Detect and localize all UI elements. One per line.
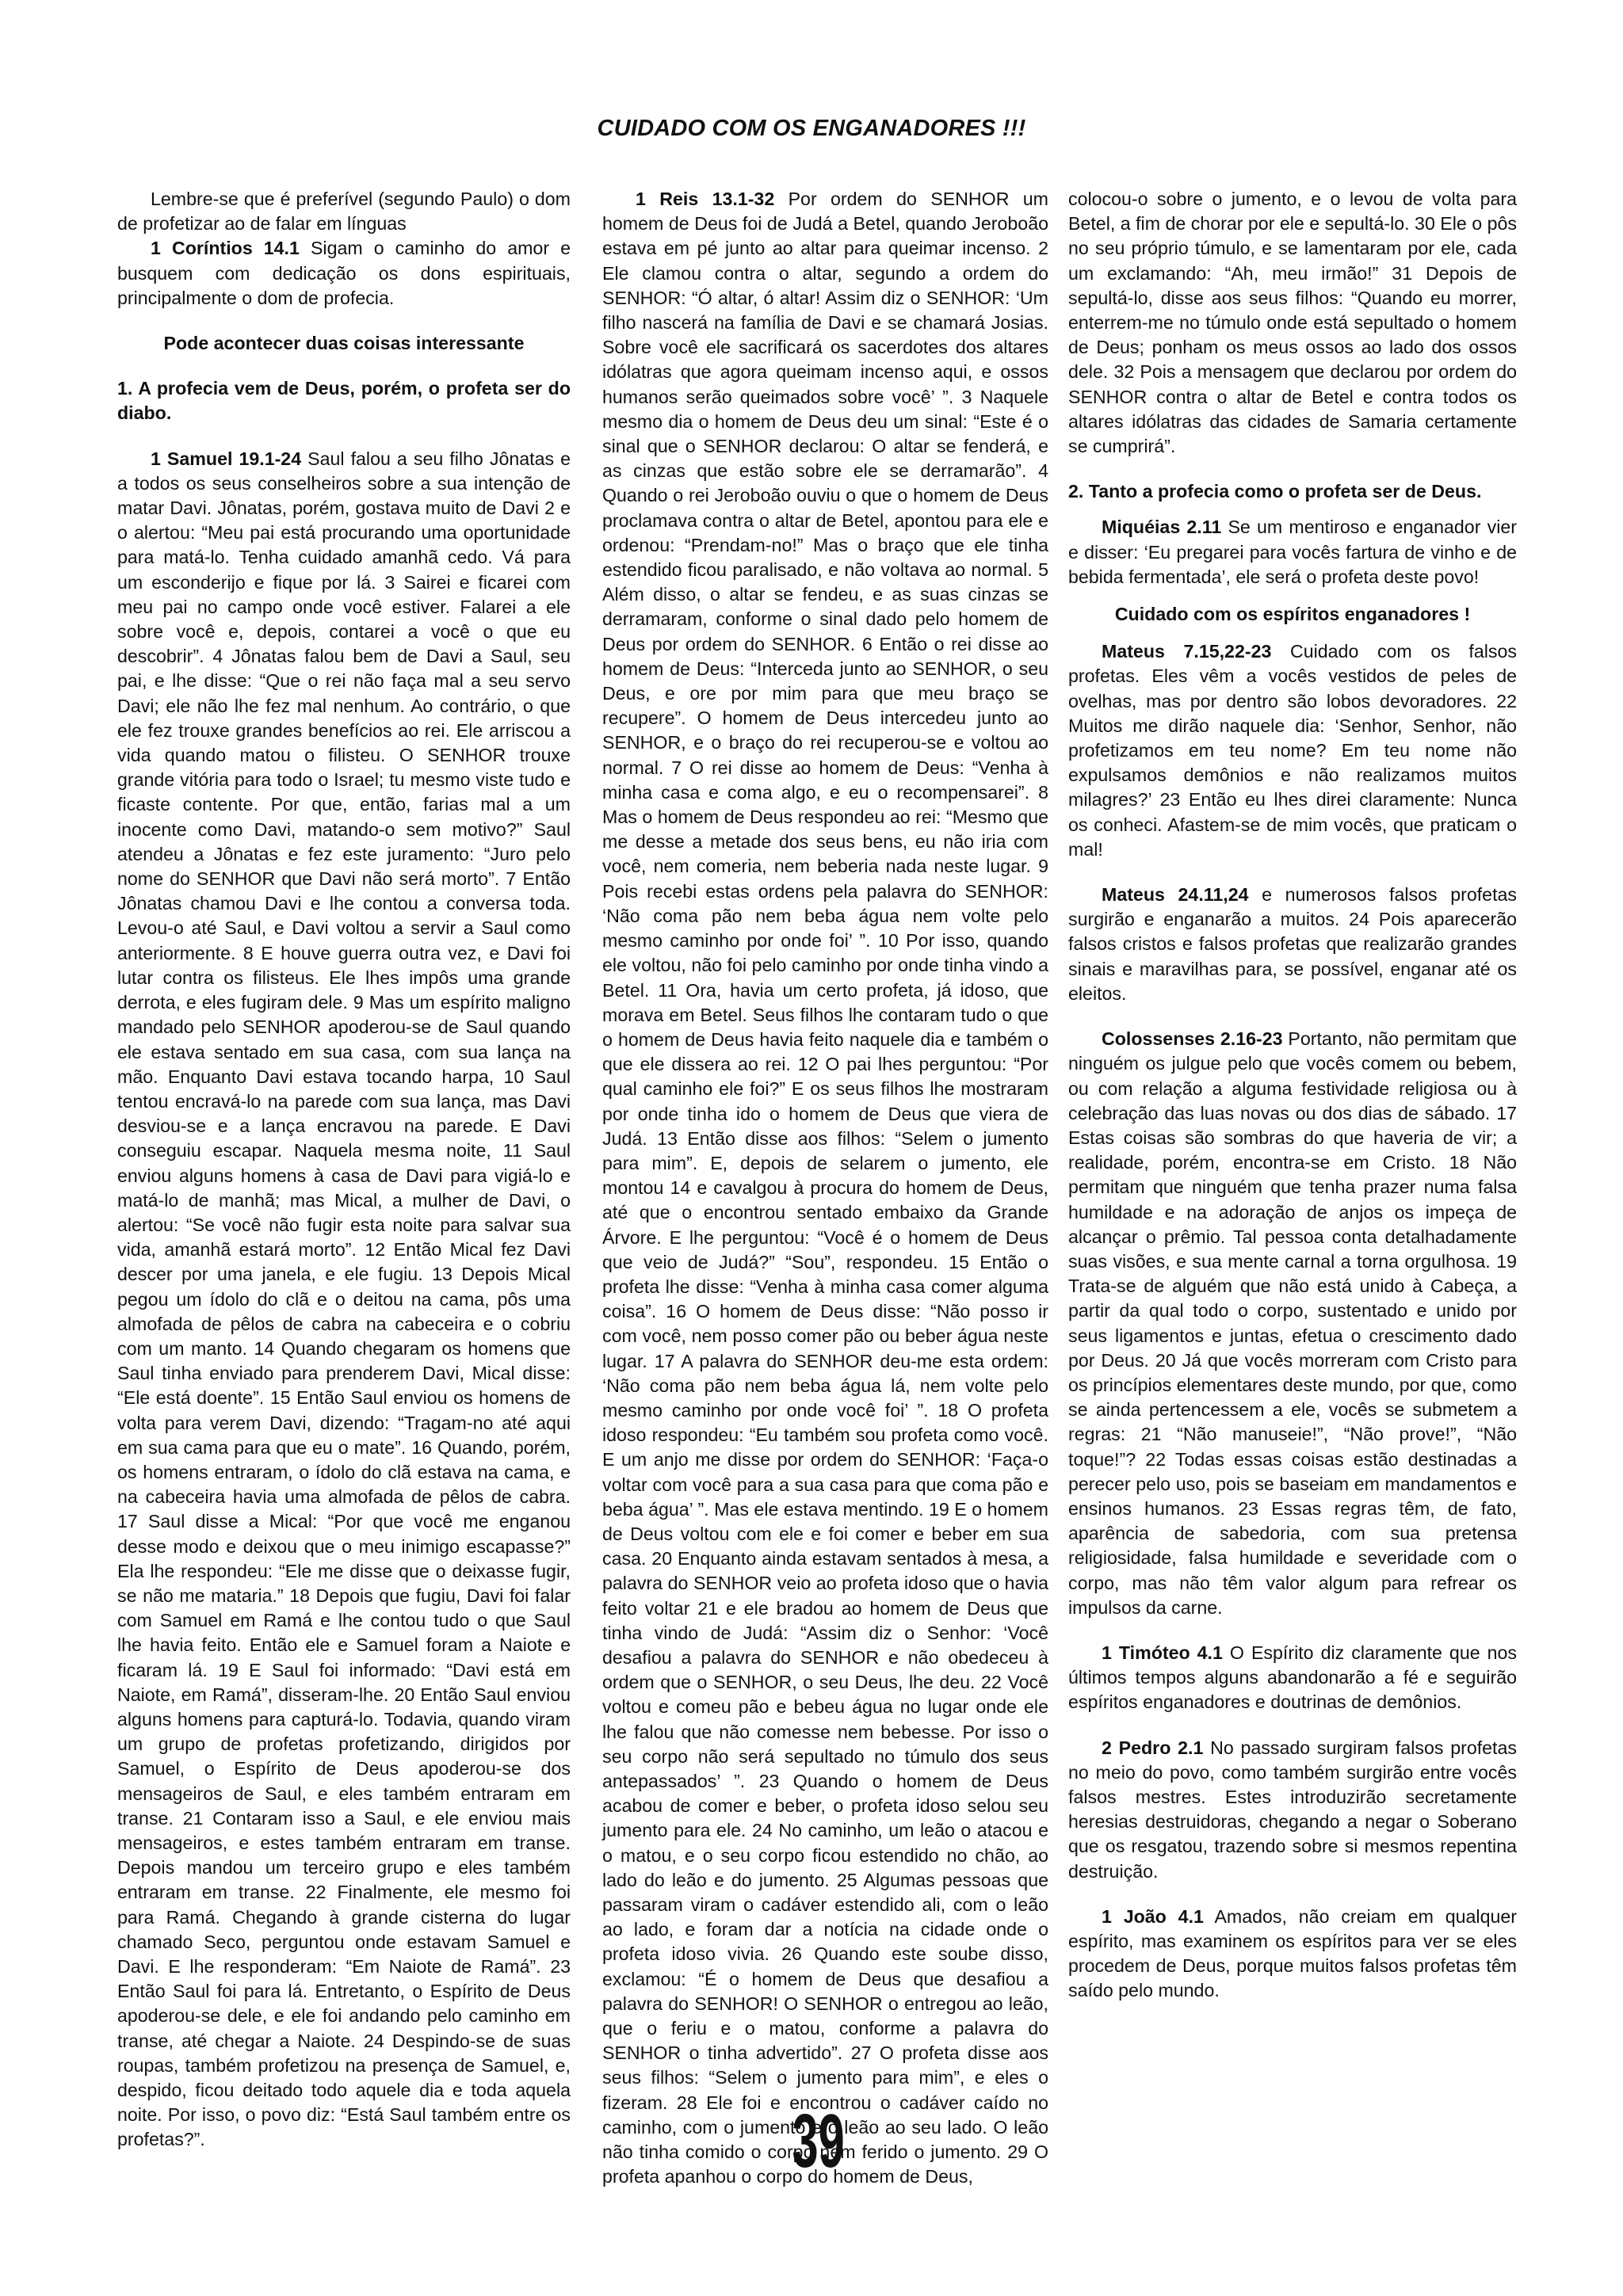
corinthians-paragraph xyxy=(117,236,571,311)
verse-reference: 1 Timóteo 4.1 xyxy=(1102,1642,1223,1663)
verse-text: O Espírito diz claramente que nos últimos tempos alguns abandonarão a fé e seguirão espíritos enganadores e doutrinas de demônios. xyxy=(1068,1642,1518,1713)
section-heading: Pode acontecer duas coisas interessante xyxy=(163,333,525,354)
verse-text: Portanto, não permitam que ninguém os julgue pelo que vocês comem ou bebem, ou com relação a alguma festividade religiosa ou à celebração das luas novas ou dos dias de sábado. 17 Estas coisas são sombras do que haveria de vir; a realidade, porém, encontra-se em Cristo. 18 Não permitam que ninguém que tenha prazer numa falsa humildade e na adoração de anjos os impeça de alcançar o prêmio. Tal pessoa conta detalhadamente suas visões, e sua mente carnal a torna orgulhosa. 19 Trata-se de alguém que não está unido à Cabeça, a partir da qual todo o corpo, sustentado e unido por seus ligamentos e juntas, efetua o crescimento dado por Deus. 20 Já que vocês morreram com Cristo para os princípios elementares deste mundo, por que, como se ainda pertencessem a ele, vocês se submetem a regras: 21 “Não manuseie!”, “Não prove!”, “Não toque!”? 22 Todas essas coisas estão destinadas a perecer pelo uso, pois se baseiam em mandamentos e ensinos humanos. 23 Essas regras têm, de fato, aparência de sabedoria, com sua pretensa religiosidade, falsa humildade e severidade com o corpo, mas não têm valor algum para refrear os impulsos da carne. xyxy=(1068,1028,1518,1618)
reis-paragraph xyxy=(602,187,1048,2189)
subsection-heading-1: 1. A profecia vem de Deus, porém, o profeta ser do diabo. xyxy=(117,378,571,424)
column-middle xyxy=(602,187,1048,2210)
mateus-24-paragraph xyxy=(1068,883,1517,1006)
verse-reference: 1 Samuel 19.1-24 xyxy=(151,448,302,469)
page-number: 39 xyxy=(792,2099,845,2183)
intro-text: Lembre-se que é preferível (segundo Paulo) o dom de profetizar ao de falar em línguas xyxy=(117,189,571,235)
verse-text: Cuidado com os falsos profetas. Eles vêm a vocês vestidos de peles de ovelhas, mas por dentro são lobos devoradores. 22 Muitos me dirão naquele dia: ‘Senhor, Senhor, não profetizamos em teu nome? Em teu nome não expulsamos demônios e não realizamos muitos milagres?’ 23 Então eu lhes direi claramente: Nunca os conheci. Afastem-se de mim vocês, que praticam o mal! xyxy=(1068,641,1517,860)
verse-reference: 1 Coríntios 14.1 xyxy=(151,238,300,259)
column-left xyxy=(117,187,571,2173)
verse-reference: 1 João 4.1 xyxy=(1102,1905,1204,1927)
pedro-paragraph xyxy=(1068,1736,1517,1884)
verse-reference: Mateus 7.15,22-23 xyxy=(1102,641,1272,662)
verse-text: Saul falou a seu filho Jônatas e a todos os seus conselheiros sobre a sua intenção de matar Davi. Jônatas, porém, gostava muito de Davi 2 e o alertou: “Meu pai está procurando uma oportunidade para matá-lo. Tenha cuidado amanhã cedo. Vá para um esconderijo e fique por lá. 3 Sairei e ficarei com meu pai no campo onde você estiver. Falarei a ele sobre você e, depois, contarei a você o que eu descobrir”. 4 Jônatas falou bem de Davi a Saul, seu pai, e lhe disse: “Que o rei não faça mal a seu servo Davi; ele não lhe fez mal nenhum. Ao contrário, o que ele fez trouxe grandes benefícios ao rei. Ele arriscou a vida quando matou o filisteu. O SENHOR trouxe grande vitória para todo o Israel; tu mesmo viste tudo e ficaste contente. Por que, então, farias mal a um inocente como Davi, matando-o sem motivo?” Saul atendeu a Jônatas e fez este juramento: “Juro pelo nome do SENHOR que Davi não será morto”. 7 Então Jônatas chamou Davi e lhe contou a conversa toda. Levou-o até Saul, e Davi voltou a servir a Saul como anteriormente. 8 E houve guerra outra vez, e Davi foi lutar contra os filisteus. Ele lhes impôs uma grande derrota, e eles fugiram dele. 9 Mas um espírito maligno mandado pelo SENHOR apoderou-se de Saul quando ele estava sentado em sua casa, com sua lança na mão. Enquanto Davi estava tocando harpa, 10 Saul tentou encravá-lo na parede com sua lança, mas Davi desviou-se e a lança encravou na parede. E Davi conseguiu escapar. Naquela mesma noite, 11 Saul enviou alguns homens à casa de Davi para vigiá-lo e matá-lo de manhã; mas Mical, a mulher de Davi, o alertou: “Se você não fugir esta noite para salvar sua vida, amanhã estará morto”. 12 Então Mical fez Davi descer por uma janela, e ele fugiu. 13 Depois Mical pegou um ídolo do clã e o deitou na cama, pôs uma almofada de pêlos de cabra na cabeceira e o cobriu com um manto. 14 Quando chegaram os homens que Saul tinha enviado para prenderem Davi, Mical disse: “Ele está doente”. 15 Então Saul enviou os homens de volta para verem Davi, dizendo: “Tragam-no até aqui em sua cama para que eu o mate”. 16 Quando, porém, os homens entraram, o ídolo do clã estava na cama, e na cabeceira havia uma almofada de pêlos de cabra. 17 Saul disse a Mical: “Por que você me enganou desse modo e deixou que o meu inimigo escapasse?” Ela lhe respondeu: “Ele me disse que o deixasse fugir, se não me mataria.” 18 Depois que fugiu, Davi foi falar com Samuel em Ramá e lhe contou tudo o que Saul lhe havia feito. Então ele e Samuel foram a Naiote e ficaram lá. 19 E Saul foi informado: “Davi está em Naiote, em Ramá”, disseram-lhe. 20 Então Saul enviou alguns homens para capturá-lo. Todavia, quando viram um grupo de profetas profetizando, dirigidos por Samuel, o Espírito de Deus apoderou-se dos mensageiros de Saul, e eles também entraram em transe. 21 Contaram isso a Saul, e ele enviou mais mensageiros, e estes também entraram em transe. Depois mandou um terceiro grupo e eles também entraram em transe. 22 Finalmente, ele mesmo foi para Ramá. Chegando à grande cisterna do lugar chamado Seco, perguntou onde estavam Samuel e Davi. E lhe responderam: “Em Naiote de Ramá”. 23 Então Saul foi para lá. Entretanto, o Espírito de Deus apoderou-se dele, e ele foi andando pelo caminho em transe, até chegar a Naiote. 24 Despindo-se de suas roupas, também profetizou na presença de Samuel, e, despido, ficou deitado todo aquele dia e toda aquela noite. Por isso, o povo diz: “Está Saul também entre os profetas?”. xyxy=(117,448,571,2150)
verse-text: e numerosos falsos profetas surgirão e enganarão a muitos. 24 Pois aparecerão falsos cristos e falsos profetas que realizarão grandes sinais e maravilhas para, se possível, enganar até os eleitos. xyxy=(1068,884,1518,1004)
verse-reference: 2 Pedro 2.1 xyxy=(1102,1737,1204,1758)
reis-continuation: colocou-o sobre o jumento, e o levou de volta para Betel, a fim de chorar por ele e sepultá-lo. 30 Ele o pôs no seu próprio túmulo, e se lamentaram por ele, cada um exclamando: “Ah, meu irmão!” 31 Depois de sepultá-lo, disse aos seus filhos: “Quando eu morrer, enterrem-me no túmulo onde está sepultado o homem de Deus; ponham os meus ossos ao lado dos ossos dele. 32 Pois a mensagem que declarou por ordem do SENHOR contra o altar de Betel e contra todos os altares idólatras das cidades de Samaria certamente se cumprirá”. xyxy=(1068,189,1517,457)
verse-reference: Mateus 24.11,24 xyxy=(1102,884,1249,906)
timoteo-paragraph xyxy=(1068,1641,1517,1715)
section-heading-2: Cuidado com os espíritos enganadores ! xyxy=(1114,604,1471,625)
intro-paragraph xyxy=(117,187,571,236)
verse-text: No passado surgiram falsos profetas no meio do povo, como também surgirão entre vocês falsos mestres. Estes introduzirão secretamente heresias destruidoras, chegando a negar o Soberano que os resgatou, trazendo sobre si mesmos repentina destruição. xyxy=(1068,1737,1517,1882)
mateus-7-paragraph xyxy=(1068,639,1517,862)
miqueias-paragraph xyxy=(1068,515,1517,589)
subsection-heading-2: 2. Tanto a profecia como o profeta ser de Deus. xyxy=(1068,481,1482,502)
verse-text: Por ordem do SENHOR um homem de Deus foi de Judá a Betel, quando Jeroboão estava em pé junto ao altar para queimar incenso. 2 Ele clamou contra o altar, segundo a ordem do SENHOR: “Ó altar, ó altar! Assim diz o SENHOR: ‘Um filho nascerá na família de Davi e se chamará Josias. Sobre você ele sacrificará os sacerdotes dos altares idólatras que agora queimam incenso aqui, e ossos humanos serão queimados sobre você’ ”. 3 Naquele mesmo dia o homem de Deus deu um sinal: “Este é o sinal que o SENHOR declarou: O altar se fenderá, e as cinzas que estão sobre ele se derramarão”. 4 Quando o rei Jeroboão ouviu o que o homem de Deus proclamava contra o altar de Betel, apontou para ele e ordenou: “Prendam-no!” Mas o braço que ele tinha estendido ficou paralisado, e não voltava ao normal. 5 Além disso, o altar se fendeu, e as suas cinzas se derramaram, conforme o sinal dado pelo homem de Deus por ordem do SENHOR. 6 Então o rei disse ao homem de Deus: “Interceda junto ao SENHOR, o seu Deus, e ore por mim para que meu braço se recupere”. O homem de Deus intercedeu junto ao SENHOR, e o braço do rei recuperou-se e voltou ao normal. 7 O rei disse ao homem de Deus: “Venha à minha casa e coma algo, e eu o recompensarei”. 8 Mas o homem de Deus respondeu ao rei: “Mesmo que me desse a metade dos seus bens, eu não iria com você, nem comeria, nem beberia nada neste lugar. 9 Pois recebi estas ordens pela palavra do SENHOR: ‘Não coma pão nem beba água nem volte pelo mesmo caminho por onde foi’ ”. 10 Por isso, quando ele voltou, não foi pelo caminho por onde tinha vindo a Betel. 11 Ora, havia um certo profeta, já idoso, que morava em Betel. Seus filhos lhe contaram tudo o que o homem de Deus havia feito naquele dia e também o que ele dissera ao rei. 12 O pai lhes perguntou: “Por qual caminho ele foi?” E os seus filhos lhe mostraram por onde tinha ido o homem de Deus que viera de Judá. 13 Então disse aos filhos: “Selem o jumento para mim”. E, depois de selarem o jumento, ele montou 14 e cavalgou à procura do homem de Deus, até que o encontrou sentado embaixo da Grande Árvore. E lhe perguntou: “Você é o homem de Deus que veio de Judá?” “Sou”, respondeu. 15 Então o profeta lhe disse: “Venha à minha casa comer alguma coisa”. 16 O homem de Deus disse: “Não posso ir com você, nem posso comer pão ou beber água neste lugar. 17 A palavra do SENHOR deu-me esta ordem: ‘Não coma pão nem beba água lá, nem volte pelo mesmo caminho por onde você foi’ ”. 18 O profeta idoso respondeu: “Eu também sou profeta como você. E um anjo me disse por ordem do SENHOR: ‘Faça-o voltar com você para a sua casa para que coma pão e beba água’ ”. Mas ele estava mentindo. 19 E o homem de Deus voltou com ele e foi comer e beber em sua casa. 20 Enquanto ainda estavam sentados à mesa, a palavra do SENHOR veio ao profeta idoso que o havia feito voltar 21 e ele bradou ao homem de Deus que tinha vindo de Judá: “Assim diz o Senhor: ‘Você desafiou a palavra do SENHOR e não obedeceu à ordem que o SENHOR, o seu Deus, lhe deu. 22 Você voltou e comeu pão e bebeu água no lugar onde ele lhe falou que não comesse nem bebesse. Por isso o seu corpo não será sepultado no túmulo dos seus antepassados’ ”. 23 Quando o homem de Deus acabou de comer e beber, o profeta idoso selou seu jumento para ele. 24 No caminho, um leão o atacou e o matou, e o seu corpo ficou estendido no chão, ao lado do leão e do jumento. 25 Algumas pessoas que passaram viram o cadáver estendido ali, com o leão ao lado, e foram dar a notícia na cidade onde o profeta idoso vivia. 26 Quando este soube disso, exclamou: “É o homem de Deus que desafiou a palavra do SENHOR! O SENHOR o entregou ao leão, que o feriu e o matou, conforme a palavra do SENHOR o tinha advertido”. 27 O profeta disse aos seus filhos: “Selem o jumento para mim”, e eles o fizeram. 28 Ele foi e encontrou o cadáver caído no caminho, com o jumento e o leão ao seu lado. O leão não tinha comido o corpo nem ferido o jumento. 29 O profeta apanhou o corpo do homem de Deus, xyxy=(602,189,1049,2187)
verse-text: Se um mentiroso e enganador vier e disser: ‘Eu pregarei para vocês fartura de vinho e de bebida fermentada’, ele será o profeta deste povo! xyxy=(1068,517,1517,587)
page-title: CUIDADO COM OS ENGANADORES !!! xyxy=(597,116,1026,141)
verse-text: Amados, não creiam em qualquer espírito, mas examinem os espíritos para ver se eles procedem de Deus, porque muitos falsos profetas têm saído pelo mundo. xyxy=(1068,1905,1517,2001)
verse-text: Sigam o caminho do amor e busquem com dedicação os dons espirituais, principalmente o dom de profecia. xyxy=(117,238,571,308)
verse-reference: Colossenses 2.16-23 xyxy=(1102,1028,1283,1050)
samuel-paragraph xyxy=(117,447,571,2153)
colossenses-paragraph xyxy=(1068,1027,1517,1620)
joao-paragraph xyxy=(1068,1905,1517,2004)
column-right xyxy=(1068,187,1517,2024)
verse-reference: Miquéias 2.11 xyxy=(1102,517,1222,538)
verse-reference: 1 Reis 13.1-32 xyxy=(636,189,775,209)
